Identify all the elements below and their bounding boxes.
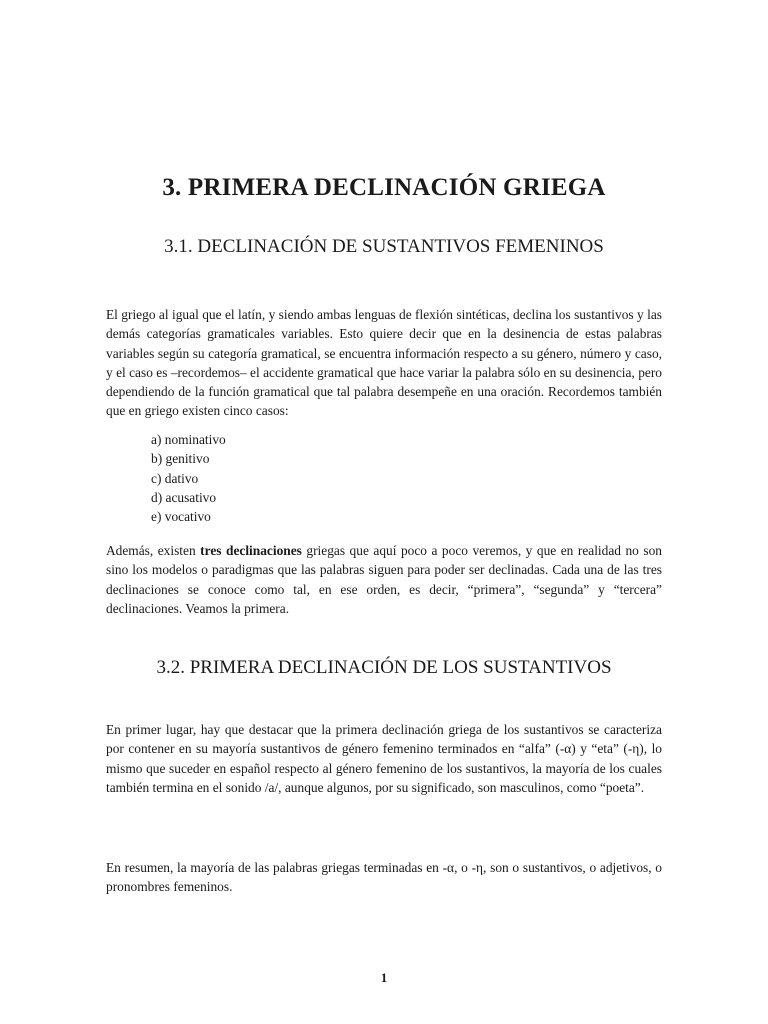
chapter-title: 3. PRIMERA DECLINACIÓN GRIEGA <box>162 174 606 201</box>
declensions-text-after: griegas que aquí poco a poco veremos, y que en realidad no son sino los modelos o paradigmas que las palabras siguen para poder ser declinadas. Cada una de las tres declinaciones se conoce como tal, en ese orden, es decir, “primera”, “segunda” y “tercera” declinaciones. Veamos la primera. <box>106 543 662 616</box>
list-item: c) dativo <box>151 470 199 486</box>
first-declension-paragraph: En primer lugar, hay que destacar que la primera declinación griega de los sustantivos se caracteriza por contener en su mayoría sustantivos de género femenino terminados en “alfa” (-α) y “eta” (-η), lo mismo que suceder en español respecto al género femenino de los sustantivos, la mayoría de los cuales también termina en el sonido /a/, aunque algunos, por su significado, son masculinos, como “poeta”. <box>106 722 662 795</box>
list-item: e) vocativo <box>151 509 211 525</box>
declensions-bold-text: tres declinaciones <box>200 543 302 558</box>
section-title-3-2: 3.2. PRIMERA DECLINACIÓN DE LOS SUSTANTIVOS <box>156 657 612 678</box>
list-item: b) genitivo <box>151 451 210 467</box>
page-number: 1 <box>380 970 388 985</box>
intro-paragraph: El griego al igual que el latín, y siendo ambas lenguas de flexión sintéticas, declina los sustantivos y las demás categorías gramaticales variables. Esto quiere decir que en la desinencia de estas palabras variables según su categoría gramatical, se encuentra información respecto a su género, número y caso, y el caso es –recordemos– el accidente gramatical que hace variar la palabra sólo en su desinencia, pero dependiendo de la función gramatical que tal palabra desempeñe en una oración. Recordemos también que en griego existen cinco casos: <box>106 307 662 419</box>
declensions-paragraph <box>106 541 662 618</box>
section-title-3-1: 3.1. DECLINACIÓN DE SUSTANTIVOS FEMENINOS <box>164 236 604 257</box>
summary-paragraph: En resumen, la mayoría de las palabras griegas terminadas en -α, o -η, son o sustantivos, o adjetivos, o pronombres femeninos. <box>106 860 662 895</box>
declensions-text-before: Además, existen <box>106 543 201 558</box>
cases-list <box>151 430 226 526</box>
list-item: d) acusativo <box>151 489 217 505</box>
list-item: a) nominativo <box>151 432 226 447</box>
